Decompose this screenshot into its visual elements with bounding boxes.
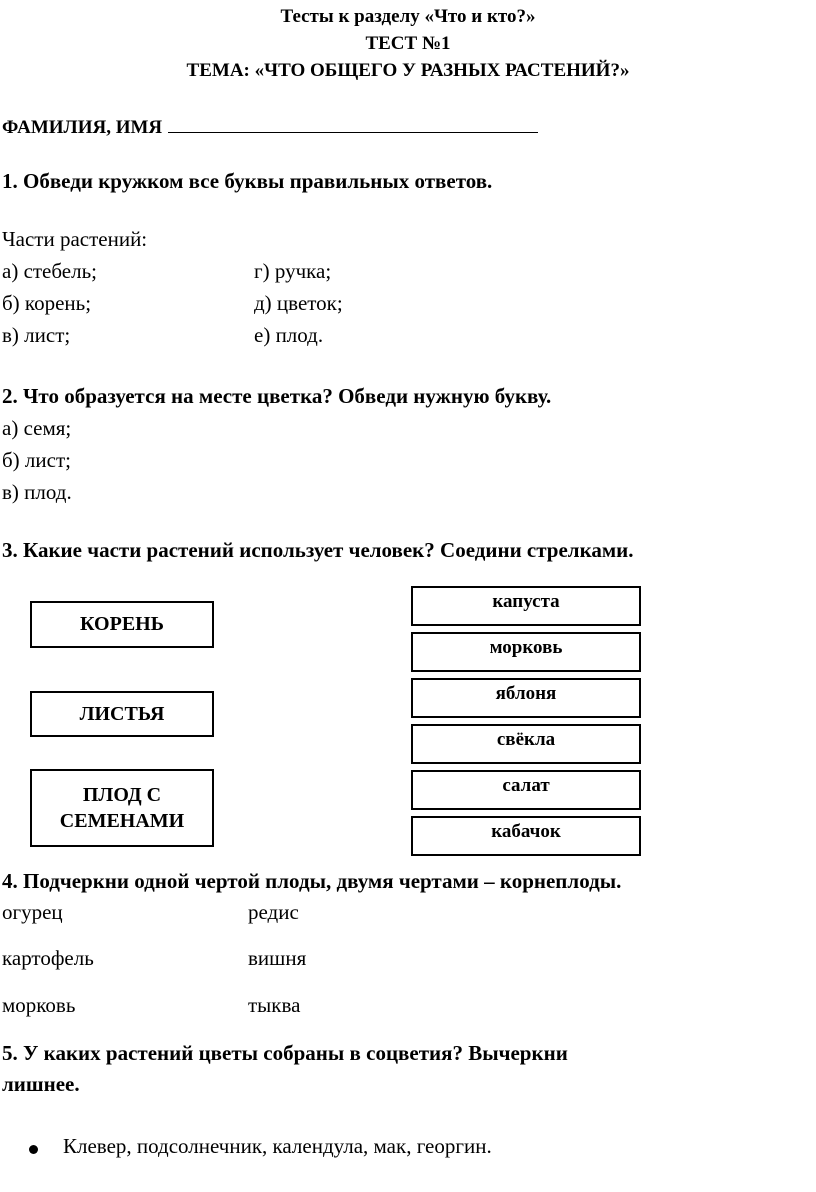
- question-4-word[interactable]: морковь: [2, 993, 76, 1017]
- left-box-root[interactable]: [30, 601, 214, 648]
- question-1-intro: Части растений:: [2, 227, 148, 251]
- right-box-label: салат: [502, 775, 550, 796]
- left-box-fruit-with-seeds[interactable]: [30, 769, 214, 847]
- right-box-zucchini[interactable]: [411, 816, 641, 856]
- question-1-option[interactable]: д) цветок;: [254, 291, 343, 315]
- name-blank-line[interactable]: [168, 114, 538, 133]
- question-1-option[interactable]: в) лист;: [2, 323, 71, 347]
- question-2-option[interactable]: в) плод.: [2, 480, 72, 504]
- question-5-list-item[interactable]: Клевер, подсолнечник, календула, мак, георгин.: [63, 1134, 492, 1158]
- name-field-label: ФАМИЛИЯ, ИМЯ: [2, 117, 163, 138]
- left-box-label: ПЛОД С: [82, 784, 162, 806]
- question-4-word[interactable]: картофель: [2, 946, 94, 970]
- left-box-leaves[interactable]: [30, 691, 214, 737]
- question-1-option[interactable]: г) ручка;: [254, 259, 332, 283]
- left-box-label: ЛИСТЬЯ: [79, 702, 165, 725]
- left-box-label: СЕМЕНАМИ: [59, 810, 185, 832]
- right-box-beet[interactable]: [411, 724, 641, 764]
- right-box-lettuce[interactable]: [411, 770, 641, 810]
- right-box-label: свёкла: [496, 729, 556, 750]
- question-2-option[interactable]: а) семя;: [2, 416, 72, 440]
- header-line-3: ТЕМА: «ЧТО ОБЩЕГО У РАЗНЫХ РАСТЕНИЙ?»: [186, 60, 630, 81]
- header-line-1: Тесты к разделу «Что и кто?»: [280, 6, 536, 27]
- question-1-option[interactable]: е) плод.: [254, 323, 324, 347]
- question-4-word[interactable]: редис: [248, 900, 299, 924]
- question-4-word[interactable]: вишня: [248, 946, 307, 970]
- question-5-title-line-2: лишнее.: [2, 1072, 80, 1096]
- question-3-title: 3. Какие части растений использует человек? Соедини стрелками.: [2, 538, 634, 562]
- header-line-2: ТЕСТ №1: [365, 33, 451, 54]
- question-4-word[interactable]: огурец: [2, 900, 63, 924]
- right-box-label: капуста: [492, 591, 560, 612]
- name-field: [2, 114, 538, 139]
- question-1-option[interactable]: б) корень;: [2, 291, 92, 315]
- right-box-cabbage[interactable]: [411, 586, 641, 626]
- question-1-option[interactable]: а) стебель;: [2, 259, 98, 283]
- question-4-title: 4. Подчеркни одной чертой плоды, двумя чертами – корнеплоды.: [2, 869, 622, 893]
- right-box-label: морковь: [489, 637, 563, 658]
- bullet-icon: [29, 1145, 38, 1154]
- left-box-label: КОРЕНЬ: [80, 613, 164, 635]
- question-1-title: 1. Обведи кружком все буквы правильных ответов.: [2, 169, 493, 193]
- right-box-apple-tree[interactable]: [411, 678, 641, 718]
- right-box-carrot[interactable]: [411, 632, 641, 672]
- question-2-title: 2. Что образуется на месте цветка? Обведи нужную букву.: [2, 384, 552, 408]
- right-box-label: яблоня: [495, 683, 557, 704]
- question-5-title-line-1: 5. У каких растений цветы собраны в соцветия? Вычеркни: [2, 1041, 568, 1065]
- question-4-word[interactable]: тыква: [248, 993, 301, 1017]
- right-box-label: кабачок: [491, 821, 561, 842]
- question-2-option[interactable]: б) лист;: [2, 448, 71, 472]
